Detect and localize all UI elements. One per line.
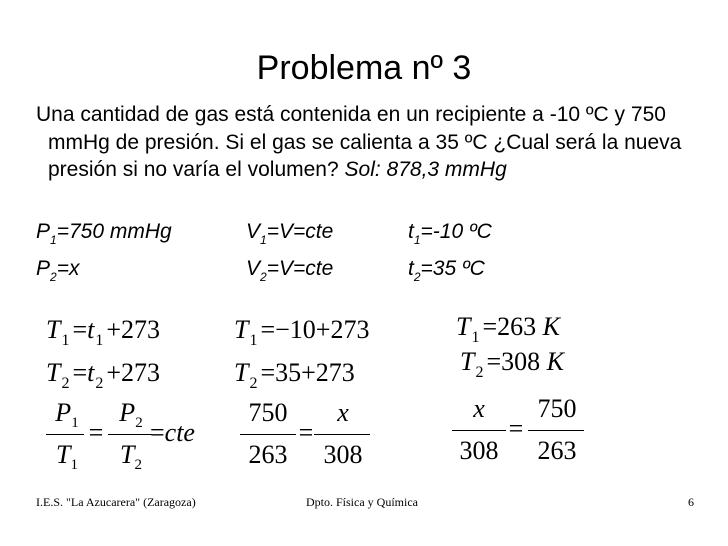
equation-t1-value: $T_1 =-10+273$ xyxy=(234,315,370,349)
data-row-p2: $P_2=x$ xyxy=(36,257,80,284)
solve-equation: x 308 = 750 263 xyxy=(452,394,592,474)
data-row-t2: $t_2=35$ ºC xyxy=(408,257,485,284)
result-t1: $T_1 =263$ K xyxy=(456,312,560,346)
equation-t2-value: $T_2 =35+273$ xyxy=(234,358,355,392)
solution-text: Sol: 878,3 mmHg xyxy=(344,158,507,181)
problem-statement xyxy=(36,101,708,184)
result-t2: $T_2 =308$ K xyxy=(460,347,564,381)
data-row-v1: $V_1=V=cte$ xyxy=(246,220,334,247)
data-row-v2: $V_2=V=cte$ xyxy=(246,257,334,284)
equation-t2-formula: $T_2 =t_2 +273$ xyxy=(46,358,161,392)
equation-t1-formula: $T_1 =t_1 +273$ xyxy=(46,315,161,349)
footer-school: I.E.S. "La Azucarera" (Zaragoza) xyxy=(36,495,196,509)
footer-department: Dpto. Física y Química xyxy=(306,495,418,509)
page-number: 6 xyxy=(688,495,694,509)
data-row-p1: $P_1=750$ mmHg xyxy=(36,220,172,247)
slide-title: Problema nº 3 xyxy=(256,49,472,87)
data-row-t1: $t_1=-10$ ºC xyxy=(408,220,492,247)
gay-lussac-equation: $P_1$ $T_1$ = $P_2$ $T_2$ =cte xyxy=(44,398,204,478)
problem-text: Una cantidad de gas está contenida en un recipiente a -10 ºC y 750 mmHg de presión. Si el gas se calienta a 35 ºC ¿Cual será la nueva presión si no varía el volumen? xyxy=(36,103,682,181)
substituted-equation: 750 263 = x 308 xyxy=(240,398,380,478)
